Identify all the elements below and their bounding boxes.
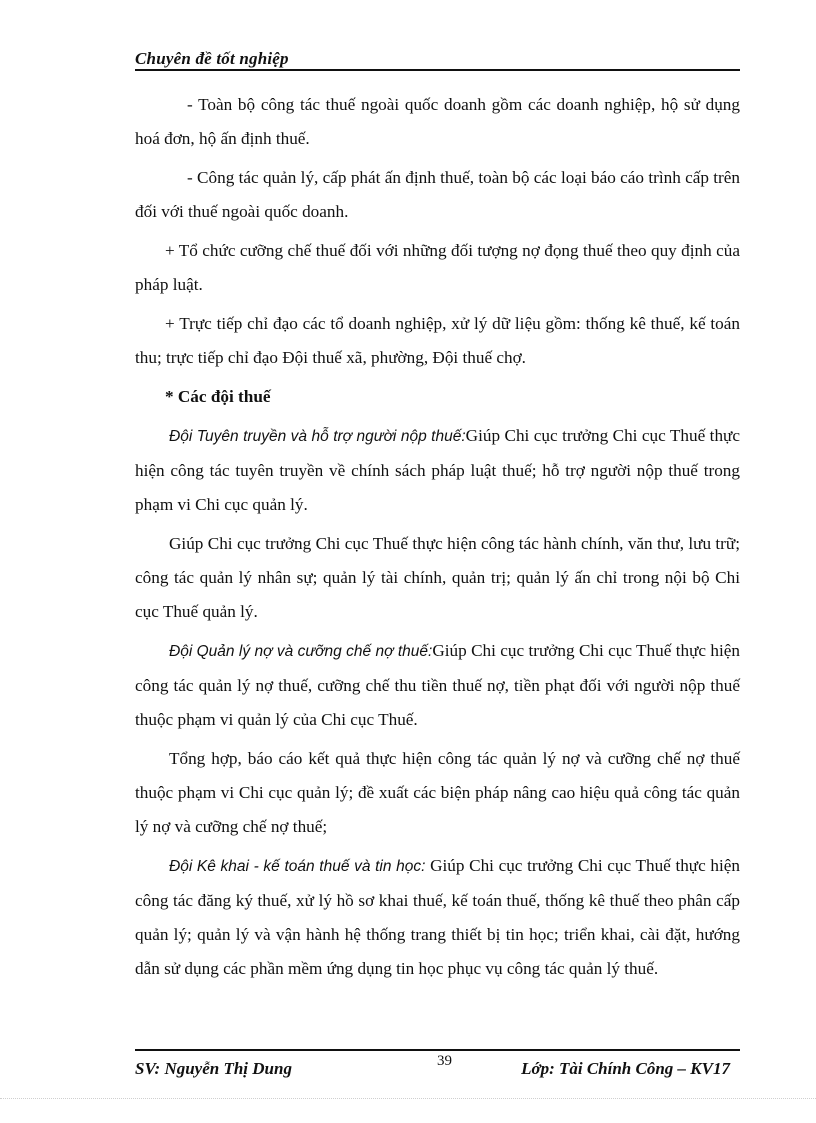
document-body (135, 88, 740, 991)
paragraph-5-lead: Đội Tuyên truyền và hỗ trợ người nộp thuế: (169, 428, 466, 445)
page-header (135, 49, 740, 71)
page-number: 39 (437, 1053, 452, 1069)
page-bottom-divider (0, 1098, 816, 1099)
page-footer (135, 1049, 740, 1083)
paragraph-7-text: Giúp Chi cục trưởng Chi cục Thuế thực hiện công tác quản lý nợ thuế, cưỡng chế thu tiền thuế nợ, tiền phạt đối với người nộp thuế thuộc phạm vi quản lý của Chi cục Thuế. (135, 641, 740, 729)
footer-student: SV: Nguyễn Thị Dung (135, 1059, 292, 1078)
paragraph-8: Tổng hợp, báo cáo kết quả thực hiện công tác quản lý nợ và cưỡng chế nợ thuế thuộc phạm vi Chi cục quản lý; đề xuất các biện pháp nâng cao hiệu quả công tác quản lý nợ và cưỡng chế nợ thuế; (135, 749, 740, 836)
paragraph-2: - Công tác quản lý, cấp phát ấn định thuế, toàn bộ các loại báo cáo trình cấp trên đối với thuế ngoài quốc doanh. (135, 168, 740, 221)
header-title: Chuyên đề tốt nghiệp (135, 49, 289, 68)
footer-class: Lớp: Tài Chính Công – KV17 (521, 1059, 730, 1078)
paragraph-9-text: Giúp Chi cục trưởng Chi cục Thuế thực hiện công tác đăng ký thuế, xử lý hồ sơ khai thuế, kế toán thuế, thống kê thuế theo phân cấp quản lý; quản lý và vận hành hệ thống trang thiết bị tin học; triển khai, cài đặt, hướng dẫn sử dụng các phần mềm ứng dụng tin học phục vụ công tác quản lý thuế. (135, 856, 740, 978)
paragraph-7 (135, 634, 740, 737)
paragraph-9 (135, 849, 740, 986)
paragraph-5-text: Giúp Chi cục trưởng Chi cục Thuế thực hiện công tác tuyên truyền về chính sách pháp luật thuế; hỗ trợ người nộp thuế trong phạm vi Chi cục quản lý. (135, 426, 740, 514)
paragraph-9-lead: Đội Kê khai - kế toán thuế và tin học: (169, 858, 431, 875)
paragraph-4: + Trực tiếp chỉ đạo các tổ doanh nghiệp, xử lý dữ liệu gồm: thống kê thuế, kế toán thu; trực tiếp chỉ đạo Đội thuế xã, phường, Đội thuế chợ. (135, 314, 740, 367)
paragraph-7-lead: Đội Quản lý nợ và cưỡng chế nợ thuế: (169, 643, 433, 660)
paragraph-3: + Tổ chức cưỡng chế thuế đối với những đối tượng nợ đọng thuế theo quy định của pháp luật. (135, 241, 740, 294)
paragraph-1: - Toàn bộ công tác thuế ngoài quốc doanh gồm các doanh nghiệp, hộ sử dụng hoá đơn, hộ ấn định thuế. (135, 95, 740, 148)
paragraph-6: Giúp Chi cục trưởng Chi cục Thuế thực hiện công tác hành chính, văn thư, lưu trữ; công tác quản lý nhân sự; quản lý tài chính, quản trị; quản lý ấn chỉ trong nội bộ Chi cục Thuế quản lý. (135, 534, 740, 621)
paragraph-5 (135, 419, 740, 522)
section-heading: * Các đội thuế (165, 387, 271, 406)
